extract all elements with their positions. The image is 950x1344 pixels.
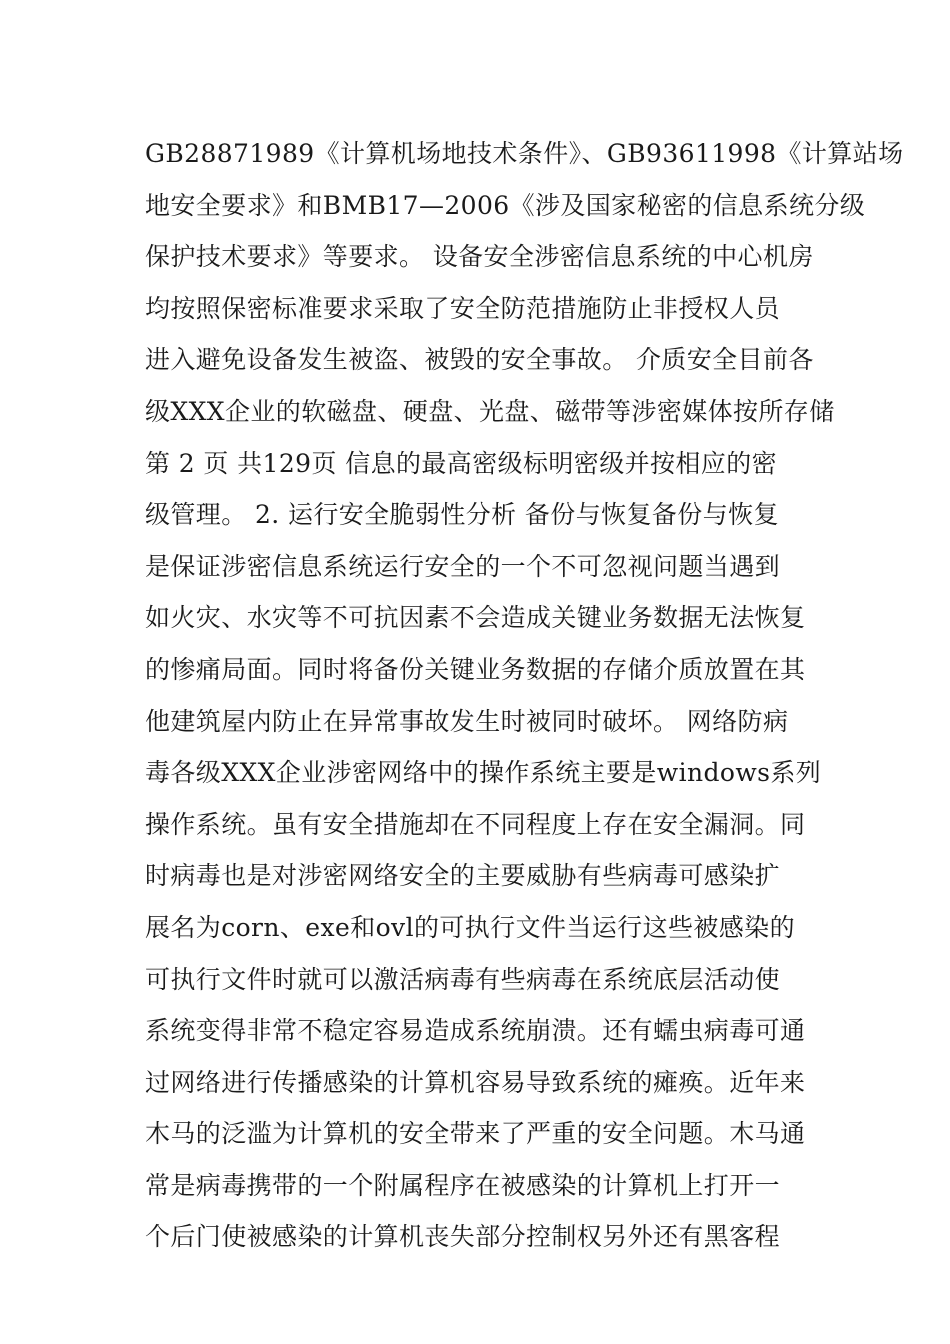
text-line: 均按照保密标准要求采取了安全防范措施防止非授权人员 bbox=[145, 293, 781, 323]
text-line: 时病毒也是对涉密网络安全的主要威胁有些病毒可感染扩 bbox=[145, 861, 781, 891]
text-line: 毒各级XXX企业涉密网络中的操作系统主要是windows系列 bbox=[145, 758, 822, 788]
text-line: 级XXX企业的软磁盘、硬盘、光盘、磁带等涉密媒体按所存储 bbox=[145, 396, 835, 426]
text-line: 可执行文件时就可以激活病毒有些病毒在系统底层活动使 bbox=[145, 964, 781, 994]
text-line: 地安全要求》和BMB17—2006《涉及国家秘密的信息系统分级 bbox=[145, 190, 866, 220]
text-line: 第 2 页 共129页 信息的最高密级标明密级并按相应的密 bbox=[145, 448, 778, 478]
text-line: 的惨痛局面。同时将备份关键业务数据的存储介质放置在其 bbox=[145, 654, 806, 684]
text-line: 系统变得非常不稳定容易造成系统崩溃。还有蠕虫病毒可通 bbox=[145, 1016, 806, 1046]
text-line: 个后门使被感染的计算机丧失部分控制权另外还有黑客程 bbox=[145, 1222, 781, 1252]
text-line: 过网络进行传播感染的计算机容易导致系统的瘫痪。近年来 bbox=[145, 1067, 806, 1097]
text-line: 是保证涉密信息系统运行安全的一个不可忽视问题当遇到 bbox=[145, 551, 781, 581]
text-line: 如火灾、水灾等不可抗因素不会造成关键业务数据无法恢复 bbox=[145, 603, 806, 633]
text-line: 保护技术要求》等要求。 设备安全涉密信息系统的中心机房 bbox=[145, 242, 814, 272]
text-line: 常是病毒携带的一个附属程序在被感染的计算机上打开一 bbox=[145, 1170, 781, 1200]
text-line: 展名为corn、exe和ovl的可执行文件当运行这些被感染的 bbox=[145, 912, 795, 942]
text-line: 进入避免设备发生被盗、被毁的安全事故。 介质安全目前各 bbox=[145, 345, 814, 375]
body-text bbox=[145, 128, 904, 1263]
text-line: 操作系统。虽有安全措施却在不同程度上存在安全漏洞。同 bbox=[145, 809, 806, 839]
text-line: 木马的泛滥为计算机的安全带来了严重的安全问题。木马通 bbox=[145, 1119, 806, 1149]
text-line: 他建筑屋内防止在异常事故发生时被同时破坏。 网络防病 bbox=[145, 706, 789, 736]
text-line: GB28871989《计算机场地技术条件》、GB93611998《计算站场 bbox=[145, 139, 904, 168]
text-line: 级管理。 2. 运行安全脆弱性分析 备份与恢复备份与恢复 bbox=[145, 500, 779, 530]
